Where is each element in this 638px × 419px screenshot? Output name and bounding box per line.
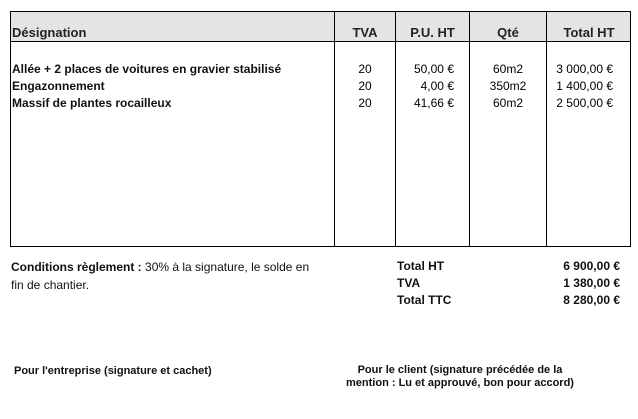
table-row-pu-ht: 50,00 € xyxy=(413,62,454,76)
payment-conditions-text: 30% à la signature, le solde en xyxy=(145,260,310,274)
quote-table xyxy=(10,11,631,247)
header-pu-ht: P.U. HT xyxy=(410,25,455,40)
header-qte: Qté xyxy=(497,25,519,40)
company-signature-label: Pour l'entreprise (signature et cachet) xyxy=(14,365,212,377)
header-divider xyxy=(10,41,631,42)
table-row-total-ht: 1 400,00 € xyxy=(556,79,613,93)
client-signature-label xyxy=(330,364,590,390)
table-row-pu-ht: 41,66 € xyxy=(413,96,454,110)
column-divider xyxy=(395,11,396,247)
column-divider xyxy=(546,11,547,247)
table-row-qte: 60m2 xyxy=(492,62,524,76)
table-row-qte: 350m2 xyxy=(489,79,527,93)
client-signature-line2: mention : Lu et approuvé, bon pour accord) xyxy=(346,377,574,389)
total-ht-label: Total HT xyxy=(397,259,445,273)
table-row-tva: 20 xyxy=(358,96,372,110)
table-row-designation: Massif de plantes rocailleux xyxy=(12,96,172,110)
payment-conditions-label: Conditions règlement : xyxy=(11,260,142,274)
total-ht-value: 6 900,00 € xyxy=(563,259,620,273)
payment-conditions-text-cont: fin de chantier. xyxy=(11,278,90,292)
column-divider xyxy=(469,11,470,247)
table-row-tva: 20 xyxy=(358,79,372,93)
table-row-total-ht: 3 000,00 € xyxy=(556,62,613,76)
column-divider xyxy=(334,11,335,247)
table-row-designation: Engazonnement xyxy=(12,79,105,93)
header-tva: TVA xyxy=(352,25,378,40)
total-ttc-value: 8 280,00 € xyxy=(563,293,620,307)
total-ttc-label: Total TTC xyxy=(397,293,452,307)
table-row-pu-ht: 4,00 € xyxy=(420,79,454,93)
header-total-ht: Total HT xyxy=(563,25,615,40)
table-row-designation: Allée + 2 places de voitures en gravier stabilisé xyxy=(12,62,282,76)
payment-conditions xyxy=(11,258,351,294)
header-designation: Désignation xyxy=(12,25,87,40)
table-row-total-ht: 2 500,00 € xyxy=(556,96,613,110)
client-signature-line1: Pour le client (signature précédée de la xyxy=(357,364,563,376)
table-row-tva: 20 xyxy=(358,62,372,76)
tva-value: 1 380,00 € xyxy=(563,276,620,290)
tva-label: TVA xyxy=(397,276,421,290)
table-row-qte: 60m2 xyxy=(492,96,524,110)
